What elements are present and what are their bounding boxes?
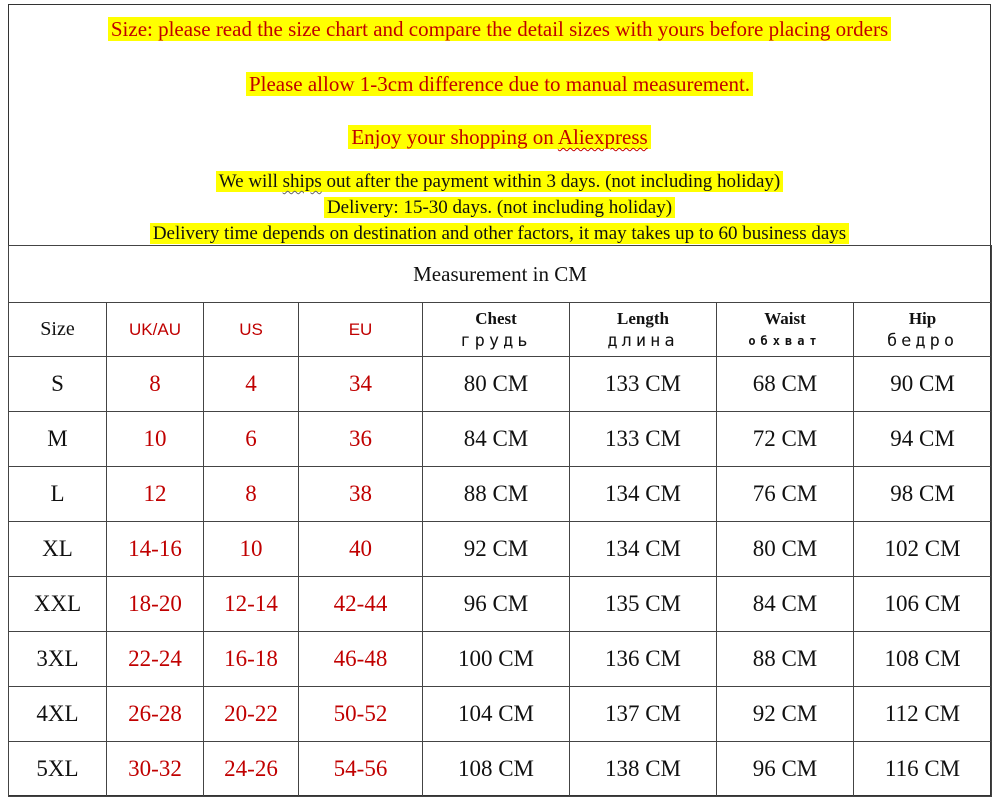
shipping-notice-suffix: out after the payment within 3 days. (not including holiday): [321, 171, 781, 192]
header-waist-en: Waist: [764, 308, 806, 328]
cell-waist: 68 CM: [717, 357, 854, 412]
cell-eu: 36: [299, 412, 423, 467]
cell-hip: 98 CM: [854, 467, 992, 522]
table-row: [9, 577, 992, 632]
table-row: [9, 632, 992, 687]
header-chest: [423, 303, 570, 357]
delivery-time-notice: [9, 221, 990, 247]
cell-size: XXL: [9, 577, 107, 632]
header-size: Size: [9, 303, 107, 357]
table-header-row: [9, 303, 992, 357]
cell-eu: 50-52: [299, 687, 423, 742]
shipping-notice-prefix: We will: [218, 171, 283, 192]
cell-waist: 88 CM: [717, 632, 854, 687]
cell-hip: 106 CM: [854, 577, 992, 632]
table-row: [9, 742, 992, 797]
cell-eu: 46-48: [299, 632, 423, 687]
delivery-time-notice-text: Delivery time depends on destination and other factors, it may takes up to 60 business days: [150, 223, 849, 244]
cell-us: 24-26: [204, 742, 299, 797]
size-table: [8, 245, 992, 797]
table-row: [9, 357, 992, 412]
table-row: [9, 687, 992, 742]
header-chest-en: Chest: [475, 308, 517, 328]
cell-waist: 92 CM: [717, 687, 854, 742]
size-notice-text: Size: please read the size chart and compare the detail sizes with yours before placing orders: [108, 17, 891, 41]
shipping-notice-ships: ships: [282, 171, 322, 192]
cell-size: M: [9, 412, 107, 467]
cell-chest: 84 CM: [423, 412, 570, 467]
shopping-notice-text: [348, 125, 650, 149]
header-waist: [717, 303, 854, 357]
cell-chest: 80 CM: [423, 357, 570, 412]
table-row: [9, 522, 992, 577]
header-length-en: Length: [617, 308, 669, 328]
header-us: US: [204, 303, 299, 357]
cell-length: 133 CM: [570, 412, 717, 467]
header-waist-ru: обхват: [748, 333, 822, 348]
cell-ukau: 18-20: [107, 577, 204, 632]
cell-ukau: 12: [107, 467, 204, 522]
size-chart-frame: [8, 4, 991, 796]
delivery-notice: [9, 195, 990, 221]
cell-hip: 94 CM: [854, 412, 992, 467]
header-chest-ru: грудь: [460, 330, 532, 351]
cell-size: 3XL: [9, 632, 107, 687]
measurement-notice-text: Please allow 1-3cm difference due to manual measurement.: [246, 72, 753, 96]
cell-ukau: 8: [107, 357, 204, 412]
cell-length: 137 CM: [570, 687, 717, 742]
brand-name: Aliexpress: [557, 125, 648, 149]
cell-size: 4XL: [9, 687, 107, 742]
cell-us: 4: [204, 357, 299, 412]
cell-length: 133 CM: [570, 357, 717, 412]
header-eu: EU: [299, 303, 423, 357]
cell-chest: 96 CM: [423, 577, 570, 632]
cell-length: 134 CM: [570, 467, 717, 522]
cell-ukau: 22-24: [107, 632, 204, 687]
cell-chest: 104 CM: [423, 687, 570, 742]
cell-size: L: [9, 467, 107, 522]
cell-ukau: 26-28: [107, 687, 204, 742]
cell-eu: 54-56: [299, 742, 423, 797]
notice-block: [9, 5, 990, 245]
table-row: [9, 412, 992, 467]
cell-ukau: 30-32: [107, 742, 204, 797]
cell-us: 20-22: [204, 687, 299, 742]
cell-waist: 84 CM: [717, 577, 854, 632]
cell-size: S: [9, 357, 107, 412]
cell-eu: 38: [299, 467, 423, 522]
shipping-notice-text: [216, 171, 784, 192]
cell-waist: 80 CM: [717, 522, 854, 577]
cell-chest: 100 CM: [423, 632, 570, 687]
cell-us: 8: [204, 467, 299, 522]
cell-waist: 72 CM: [717, 412, 854, 467]
size-notice: [9, 17, 990, 42]
cell-size: 5XL: [9, 742, 107, 797]
cell-length: 134 CM: [570, 522, 717, 577]
cell-us: 16-18: [204, 632, 299, 687]
measurement-notice: [9, 72, 990, 97]
cell-waist: 96 CM: [717, 742, 854, 797]
cell-size: XL: [9, 522, 107, 577]
cell-us: 12-14: [204, 577, 299, 632]
delivery-notice-text: Delivery: 15-30 days. (not including holiday): [324, 197, 675, 218]
header-ukau: UK/AU: [107, 303, 204, 357]
cell-eu: 40: [299, 522, 423, 577]
cell-hip: 108 CM: [854, 632, 992, 687]
table-caption: Measurement in CM: [9, 246, 992, 303]
cell-length: 135 CM: [570, 577, 717, 632]
cell-waist: 76 CM: [717, 467, 854, 522]
header-length: [570, 303, 717, 357]
cell-hip: 90 CM: [854, 357, 992, 412]
shipping-notice: [9, 169, 990, 195]
shopping-notice: [9, 125, 990, 150]
cell-chest: 92 CM: [423, 522, 570, 577]
shopping-notice-prefix: Enjoy your shopping on: [351, 125, 558, 149]
cell-hip: 116 CM: [854, 742, 992, 797]
cell-length: 138 CM: [570, 742, 717, 797]
cell-chest: 108 CM: [423, 742, 570, 797]
cell-chest: 88 CM: [423, 467, 570, 522]
cell-eu: 42-44: [299, 577, 423, 632]
header-hip-ru: бедро: [886, 330, 959, 351]
cell-length: 136 CM: [570, 632, 717, 687]
table-row: [9, 467, 992, 522]
header-length-ru: длина: [607, 330, 679, 351]
cell-hip: 112 CM: [854, 687, 992, 742]
header-hip-en: Hip: [908, 308, 937, 328]
cell-ukau: 14-16: [107, 522, 204, 577]
cell-us: 6: [204, 412, 299, 467]
cell-hip: 102 CM: [854, 522, 992, 577]
header-hip: [854, 303, 992, 357]
cell-ukau: 10: [107, 412, 204, 467]
cell-eu: 34: [299, 357, 423, 412]
cell-us: 10: [204, 522, 299, 577]
